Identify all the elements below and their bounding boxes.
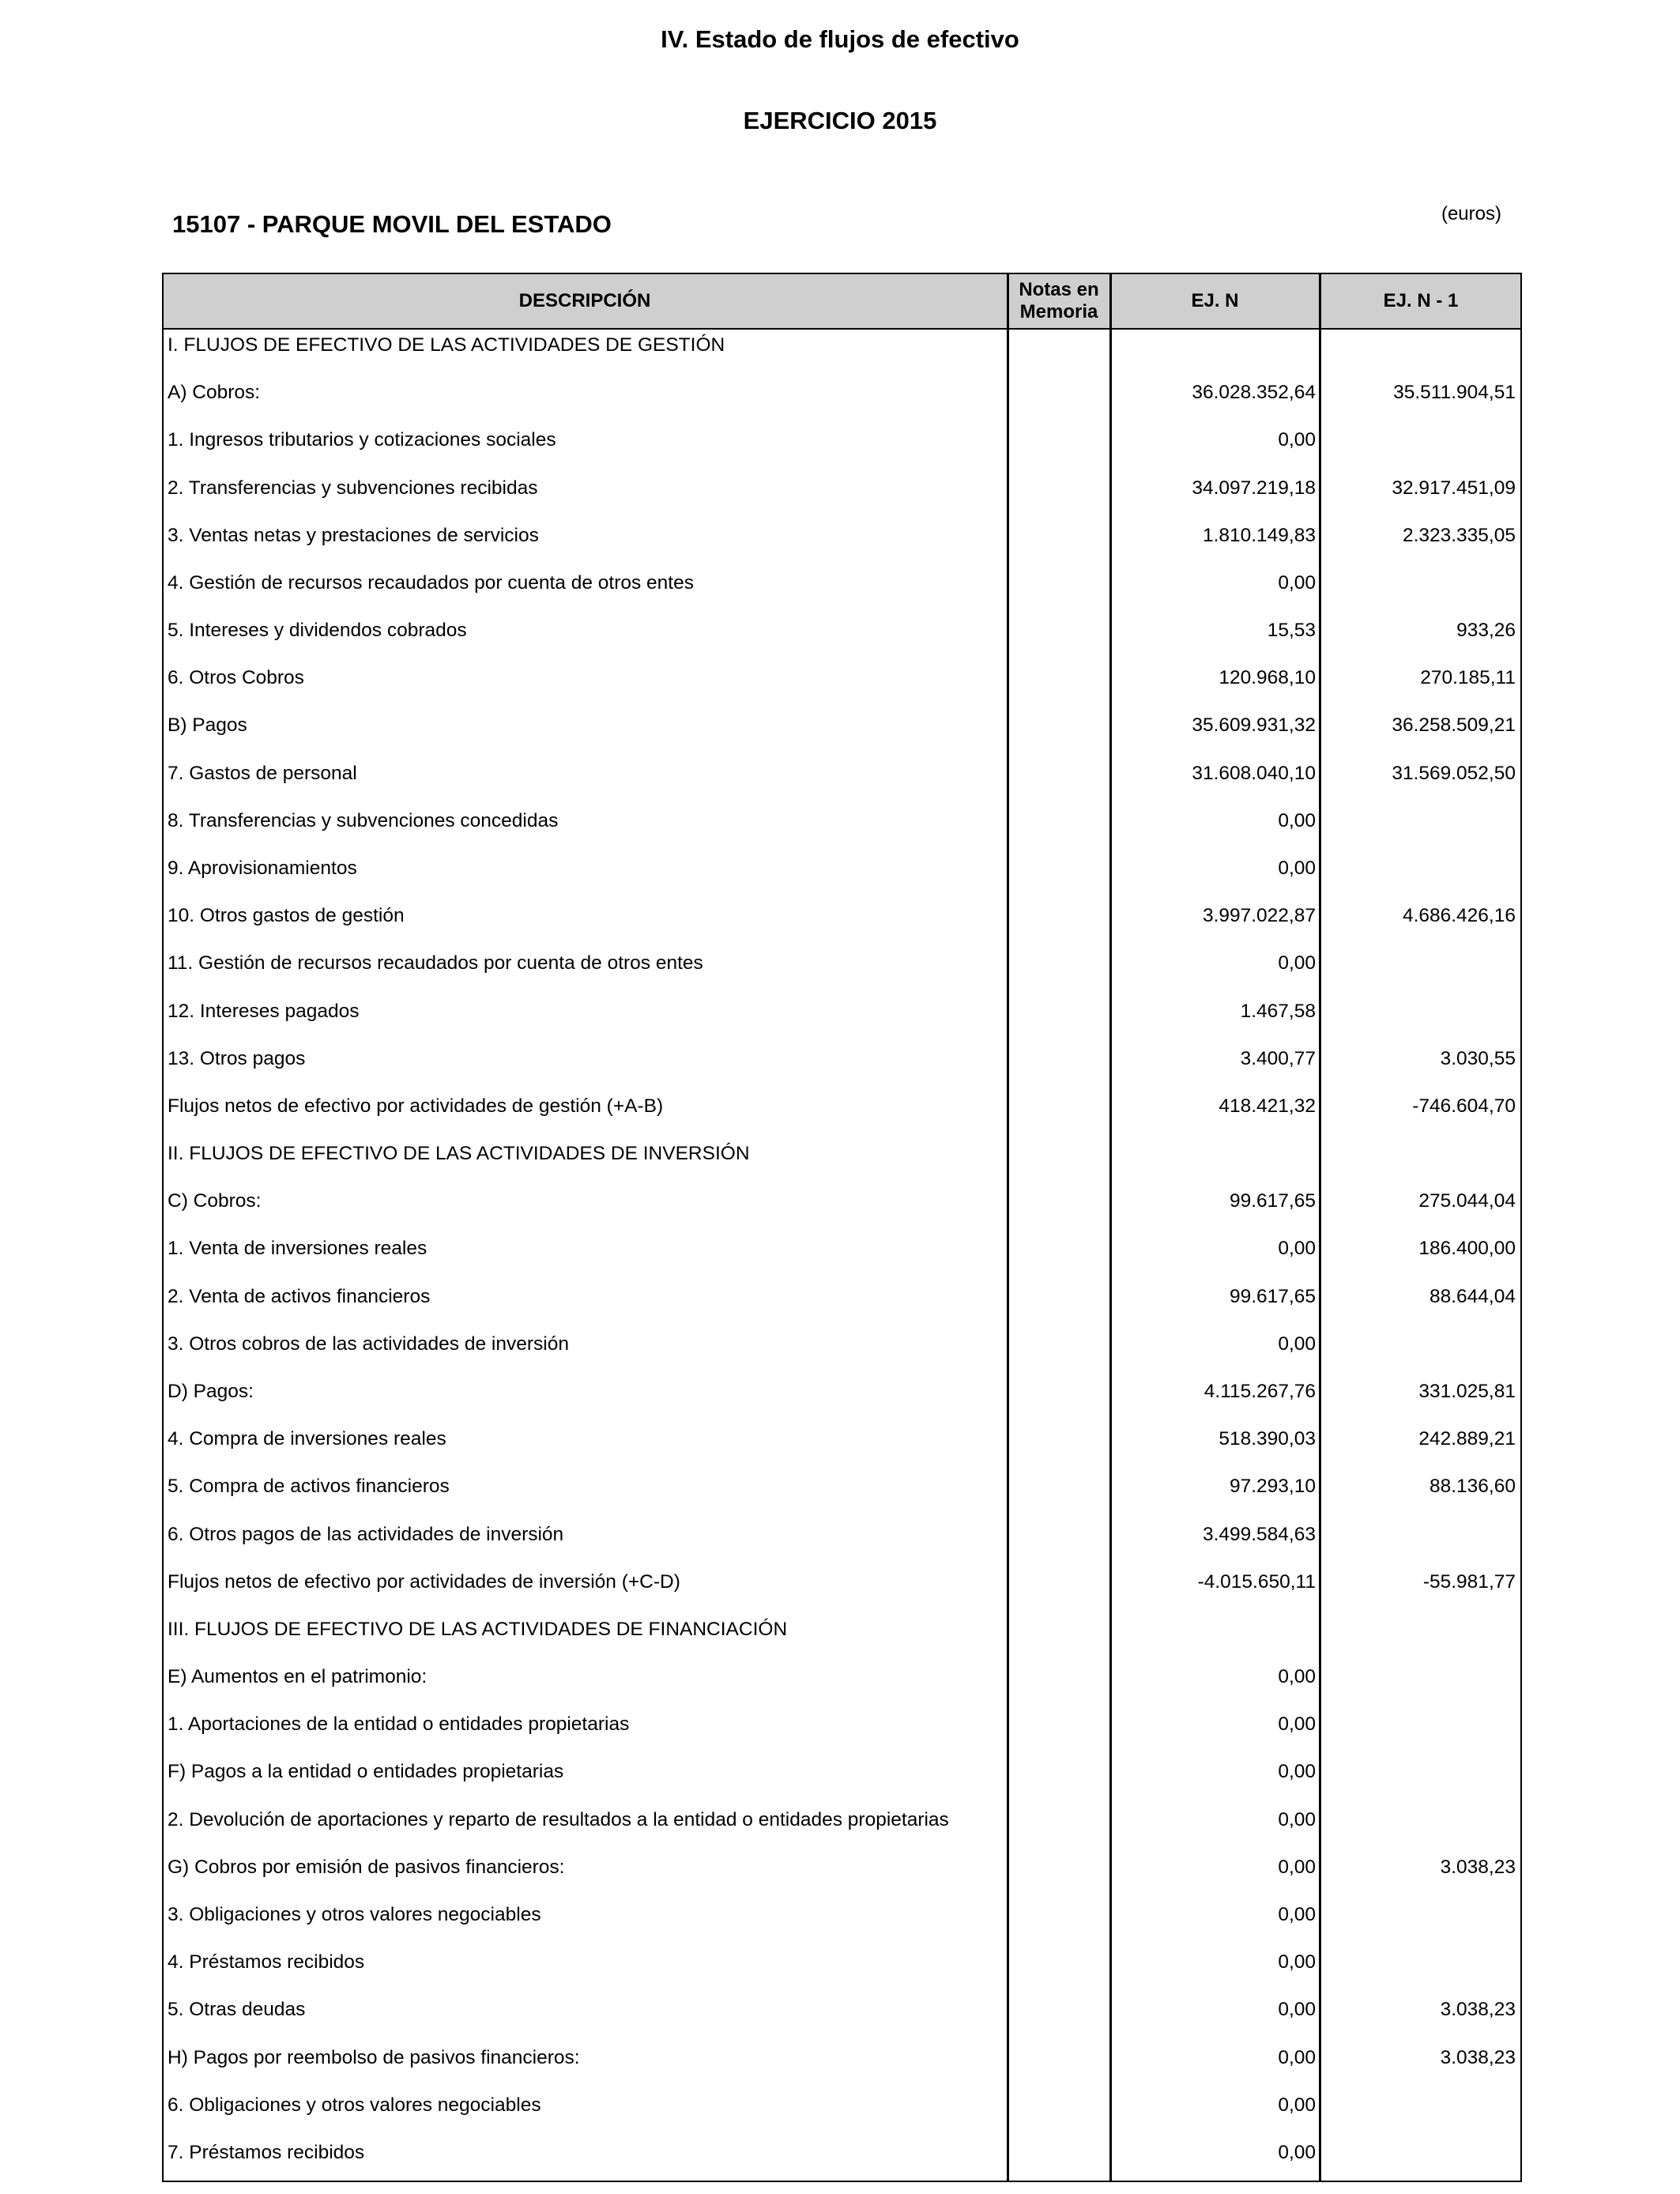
row-value-ej-n-1: 2.323.335,05 — [1402, 524, 1516, 546]
table-row — [162, 665, 1522, 712]
row-value-ej-n: 0,00 — [1278, 1238, 1316, 1260]
table-row — [162, 1521, 1522, 1569]
row-description: Flujos netos de efectivo por actividades de inversión (+C-D) — [168, 1570, 680, 1593]
row-value-ej-n-1: 242.889,21 — [1418, 1428, 1516, 1450]
row-description: 2. Venta de activos financieros — [168, 1285, 431, 1307]
table-row — [162, 1188, 1522, 1235]
table-row — [162, 1616, 1522, 1664]
table-row — [162, 522, 1522, 570]
row-value-ej-n: 99.617,65 — [1230, 1190, 1316, 1212]
row-description: D) Pagos: — [168, 1381, 254, 1402]
table-row — [162, 712, 1522, 760]
row-description: I. FLUJOS DE EFECTIVO DE LAS ACTIVIDADES DE GESTIÓN — [168, 334, 725, 356]
row-description: 1. Aportaciones de la entidad o entidades propietarias — [168, 1713, 630, 1736]
row-value-ej-n-1: -746.604,70 — [1412, 1095, 1516, 1117]
row-value-ej-n-1: 88.644,04 — [1430, 1285, 1516, 1307]
row-value-ej-n: 99.617,65 — [1230, 1285, 1316, 1307]
row-value-ej-n-1: 88.136,60 — [1430, 1476, 1516, 1498]
table-row — [162, 1807, 1522, 1854]
table-row — [162, 1996, 1522, 2044]
row-value-ej-n: 15,53 — [1267, 620, 1316, 642]
table-row — [162, 1949, 1522, 1996]
row-description: Flujos netos de efectivo por actividades de gestión (+A-B) — [168, 1095, 664, 1117]
row-value-ej-n: 0,00 — [1278, 1666, 1316, 1687]
table-row — [162, 617, 1522, 665]
table-row — [162, 1711, 1522, 1759]
row-description: 12. Intereses pagados — [168, 1000, 360, 1022]
row-description: 8. Transferencias y subvenciones concedidas — [168, 809, 559, 831]
row-description: 5. Intereses y dividendos cobrados — [168, 620, 467, 642]
table-row — [162, 760, 1522, 808]
fiscal-year: EJERCICIO 2015 — [743, 107, 937, 134]
table-row — [162, 379, 1522, 427]
row-value-ej-n: 0,00 — [1278, 1999, 1316, 2021]
row-value-ej-n-1: 933,26 — [1456, 620, 1516, 642]
row-value-ej-n: 0,00 — [1278, 1761, 1316, 1783]
row-value-ej-n: 4.115.267,76 — [1203, 1381, 1316, 1402]
row-description: 10. Otros gastos de gestión — [168, 905, 405, 927]
row-description: B) Pagos — [168, 714, 247, 737]
row-value-ej-n: 0,00 — [1278, 429, 1316, 451]
table-row — [162, 903, 1522, 950]
row-value-ej-n: 0,00 — [1278, 1333, 1316, 1355]
row-value-ej-n: 1.467,58 — [1240, 1000, 1316, 1022]
row-value-ej-n: 0,00 — [1278, 2141, 1316, 2163]
row-description: C) Cobros: — [168, 1190, 262, 1212]
row-value-ej-n-1: 270.185,11 — [1420, 667, 1516, 689]
row-value-ej-n-1: 31.569.052,50 — [1392, 762, 1516, 784]
table-row — [162, 1093, 1522, 1140]
row-value-ej-n-1: 3.030,55 — [1440, 1047, 1516, 1069]
row-value-ej-n: 1.810.149,83 — [1202, 524, 1316, 546]
row-description: 6. Otros pagos de las actividades de inversión — [168, 1523, 564, 1545]
row-value-ej-n: 0,00 — [1278, 1856, 1316, 1878]
row-description: II. FLUJOS DE EFECTIVO DE LAS ACTIVIDADES DE INVERSIÓN — [168, 1143, 750, 1165]
row-value-ej-n-1: 275.044,04 — [1418, 1190, 1516, 1212]
table-row — [162, 427, 1522, 474]
table-row — [162, 950, 1522, 997]
column-header-notes — [1008, 273, 1110, 330]
table-row — [162, 1426, 1522, 1473]
row-value-ej-n: 418.421,32 — [1219, 1095, 1316, 1117]
row-description: 7. Gastos de personal — [168, 762, 357, 784]
table-row — [162, 1284, 1522, 1331]
table-row — [162, 1140, 1522, 1188]
row-description: 11. Gestión de recursos recaudados por cuenta de otros entes — [168, 952, 703, 974]
row-description: 2. Devolución de aportaciones y reparto de resultados a la entidad o entidades propietarias — [168, 1808, 949, 1830]
table-row — [162, 998, 1522, 1046]
column-header-ej-n: EJ. N — [1191, 290, 1239, 311]
row-value-ej-n: 31.608.040,10 — [1192, 762, 1316, 784]
row-description: 5. Otras deudas — [168, 1999, 306, 2021]
table-row — [162, 855, 1522, 903]
column-header-ej-n-1: EJ. N - 1 — [1383, 290, 1459, 311]
page-title: IV. Estado de flujos de efectivo — [661, 25, 1019, 53]
row-description: 1. Venta de inversiones reales — [168, 1238, 428, 1260]
row-value-ej-n: 0,00 — [1278, 2094, 1316, 2116]
row-description: 4. Gestión de recursos recaudados por cuenta de otros entes — [168, 571, 694, 594]
row-value-ej-n-1: -55.981,77 — [1422, 1570, 1516, 1593]
row-value-ej-n: 0,00 — [1278, 858, 1316, 879]
row-value-ej-n: 35.609.931,32 — [1192, 714, 1316, 737]
row-description: 3. Obligaciones y otros valores negociables — [168, 1903, 541, 1925]
currency-units: (euros) — [1441, 203, 1501, 224]
row-value-ej-n: 36.028.352,64 — [1192, 382, 1316, 404]
row-description: 13. Otros pagos — [168, 1047, 306, 1069]
column-header-notes-line1: Notas en — [1019, 279, 1099, 300]
row-value-ej-n-1: 32.917.451,09 — [1392, 477, 1516, 499]
table-row — [162, 1759, 1522, 1806]
table-row — [162, 475, 1522, 522]
row-description: 3. Ventas netas y prestaciones de servicios — [168, 524, 539, 546]
row-value-ej-n-1: 3.038,23 — [1440, 1999, 1516, 2021]
table-row — [162, 1331, 1522, 1378]
table-row — [162, 808, 1522, 855]
row-description: 6. Otros Cobros — [168, 667, 304, 689]
row-description: III. FLUJOS DE EFECTIVO DE LAS ACTIVIDADES DE FINANCIACIÓN — [168, 1618, 788, 1640]
row-value-ej-n-1: 3.038,23 — [1440, 2046, 1516, 2068]
table-row — [162, 2139, 1522, 2187]
table-row — [162, 332, 1522, 379]
row-description: 4. Préstamos recibidos — [168, 1951, 365, 1973]
table-row — [162, 2045, 1522, 2092]
table-row — [162, 1569, 1522, 1616]
row-value-ej-n: 0,00 — [1278, 571, 1316, 594]
row-description: 1. Ingresos tributarios y cotizaciones sociales — [168, 429, 556, 451]
table-row — [162, 570, 1522, 617]
row-value-ej-n: 120.968,10 — [1219, 667, 1316, 689]
row-value-ej-n: 0,00 — [1278, 1713, 1316, 1736]
row-description: A) Cobros: — [168, 382, 261, 404]
row-description: G) Cobros por emisión de pasivos financieros: — [168, 1856, 565, 1878]
row-value-ej-n: -4.015.650,11 — [1197, 1570, 1316, 1593]
table-row — [162, 1378, 1522, 1426]
row-value-ej-n: 0,00 — [1278, 1808, 1316, 1830]
row-description: 4. Compra de inversiones reales — [168, 1428, 446, 1450]
row-value-ej-n: 0,00 — [1278, 1951, 1316, 1973]
row-description: 7. Préstamos recibidos — [168, 2141, 365, 2163]
table-row — [162, 1664, 1522, 1711]
row-value-ej-n: 97.293,10 — [1230, 1476, 1316, 1498]
row-value-ej-n: 0,00 — [1278, 952, 1316, 974]
table-row — [162, 1473, 1522, 1521]
table-row — [162, 2092, 1522, 2139]
column-header-description: DESCRIPCIÓN — [518, 290, 651, 311]
row-value-ej-n: 3.499.584,63 — [1202, 1523, 1316, 1545]
row-value-ej-n: 3.400,77 — [1240, 1047, 1316, 1069]
row-description: 3. Otros cobros de las actividades de inversión — [168, 1333, 569, 1355]
row-value-ej-n-1: 4.686.426,16 — [1402, 905, 1516, 927]
table-row — [162, 1235, 1522, 1283]
row-value-ej-n-1: 331.025,81 — [1418, 1381, 1516, 1402]
row-description: 9. Aprovisionamientos — [168, 858, 357, 879]
row-value-ej-n: 3.997.022,87 — [1202, 905, 1316, 927]
entity-name: 15107 - PARQUE MOVIL DEL ESTADO — [172, 210, 612, 238]
row-description: E) Aumentos en el patrimonio: — [168, 1666, 428, 1687]
row-value-ej-n: 0,00 — [1278, 809, 1316, 831]
column-header-notes-line2: Memoria — [1019, 301, 1098, 322]
row-value-ej-n: 518.390,03 — [1219, 1428, 1316, 1450]
row-value-ej-n-1: 186.400,00 — [1418, 1238, 1516, 1260]
row-description: F) Pagos a la entidad o entidades propietarias — [168, 1761, 564, 1783]
row-value-ej-n: 0,00 — [1278, 2046, 1316, 2068]
row-description: H) Pagos por reembolso de pasivos financieros: — [168, 2046, 580, 2068]
row-value-ej-n-1: 36.258.509,21 — [1392, 714, 1516, 737]
table-row — [162, 1046, 1522, 1093]
row-value-ej-n-1: 3.038,23 — [1440, 1856, 1516, 1878]
table-row — [162, 1854, 1522, 1902]
table-row — [162, 1902, 1522, 1949]
row-value-ej-n: 34.097.219,18 — [1192, 477, 1316, 499]
row-value-ej-n: 0,00 — [1278, 1903, 1316, 1925]
row-description: 2. Transferencias y subvenciones recibidas — [168, 477, 538, 499]
row-value-ej-n-1: 35.511.904,51 — [1393, 382, 1516, 404]
row-description: 5. Compra de activos financieros — [168, 1476, 450, 1498]
row-description: 6. Obligaciones y otros valores negociables — [168, 2094, 541, 2116]
